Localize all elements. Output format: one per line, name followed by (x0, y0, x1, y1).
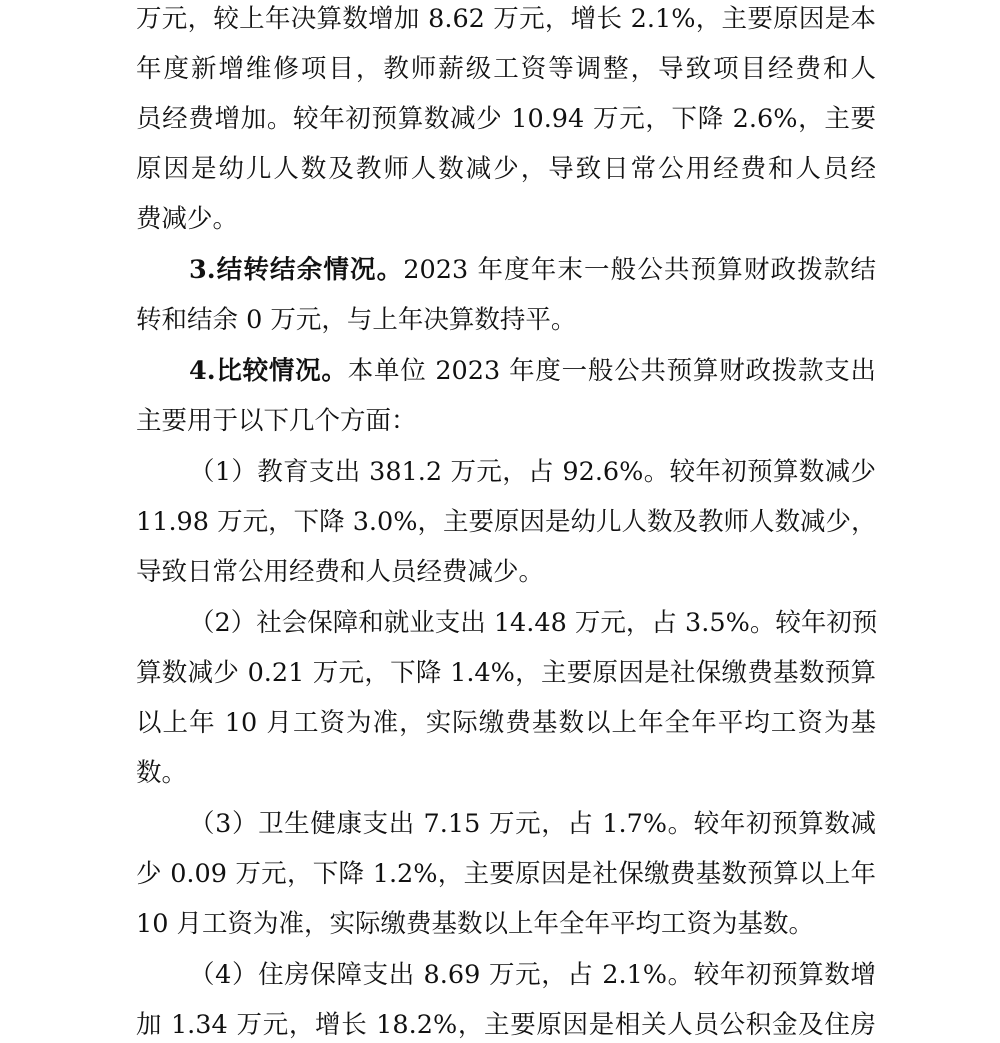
text-line: 费减少。 (136, 204, 239, 234)
text-line: 万元，较上年决算数增加 8.62 万元，增长 2.1%，主要原因是本 (136, 4, 876, 34)
text-line: 算数减少 0.21 万元，下降 1.4%，主要原因是社保缴费基数预算 (136, 658, 876, 688)
text-line: 员经费增加。较年初预算数减少 10.94 万元，下降 2.6%，主要 (136, 104, 876, 134)
text-line: 少 0.09 万元，下降 1.2%，主要原因是社保缴费基数预算以上年 (136, 859, 876, 889)
section-heading: 3.结转结余情况。 (189, 255, 404, 285)
section-3-first-line (189, 245, 876, 295)
text-line: （1）教育支出 381.2 万元，占 92.6%。较年初预算数减少 (189, 457, 876, 487)
text-line: 导致日常公用经费和人员经费减少。 (136, 557, 545, 587)
text-line: 主要用于以下几个方面： (136, 406, 417, 436)
text-line: 原因是幼儿人数及教师人数减少，导致日常公用经费和人员经 (136, 154, 876, 184)
text-line: 年度新增维修项目，教师薪级工资等调整，导致项目经费和人 (136, 54, 876, 84)
text-line: 转和结余 0 万元，与上年决算数持平。 (136, 305, 577, 335)
text-span: 本单位 2023 年度一般公共预算财政拨款支出 (347, 356, 876, 386)
section-heading: 4.比较情况。 (189, 356, 348, 386)
text-span: 2023 年度年末一般公共预算财政拨款结 (403, 255, 876, 285)
text-line: （3）卫生健康支出 7.15 万元，占 1.7%。较年初预算数减 (189, 809, 876, 839)
text-line: 10 月工资为准，实际缴费基数以上年全年平均工资为基数。 (136, 909, 815, 939)
section-4-first-line (189, 346, 876, 396)
text-line: 加 1.34 万元，增长 18.2%，主要原因是相关人员公积金及住房 (136, 1010, 876, 1040)
text-line: 11.98 万元，下降 3.0%，主要原因是幼儿人数及教师人数减少， (136, 507, 877, 537)
text-line: （2）社会保障和就业支出 14.48 万元，占 3.5%。较年初预 (189, 608, 878, 638)
text-line: （4）住房保障支出 8.69 万元，占 2.1%。较年初预算数增 (189, 960, 876, 990)
text-line: 以上年 10 月工资为准，实际缴费基数以上年全年平均工资为基 (136, 708, 876, 738)
text-line: 数。 (136, 758, 188, 788)
